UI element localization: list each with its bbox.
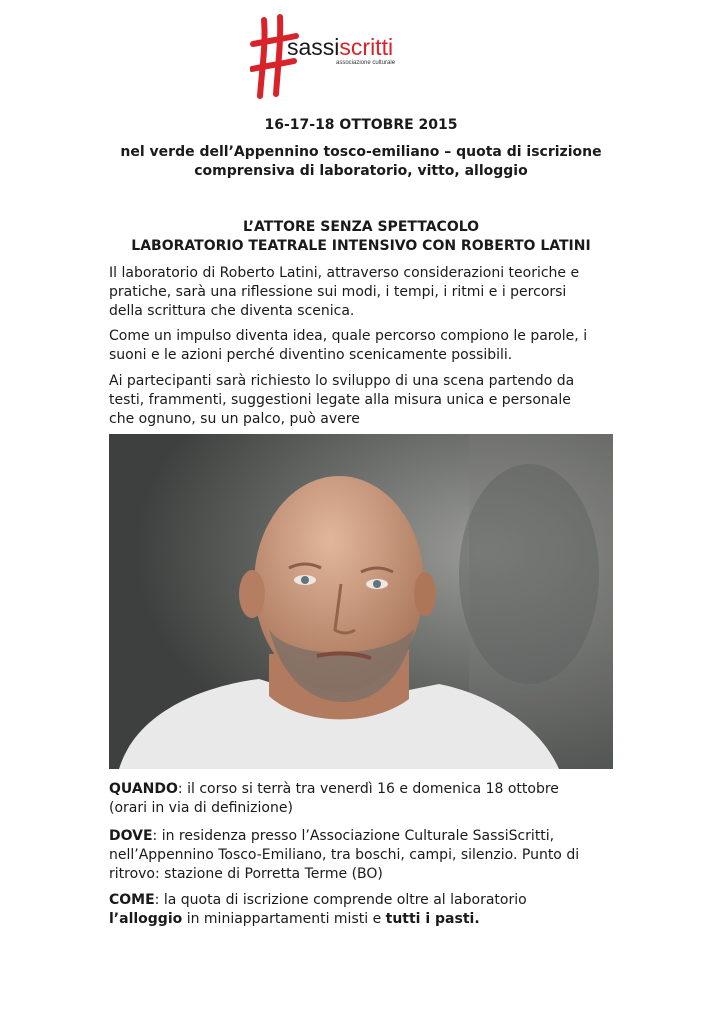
participants-paragraph: Ai partecipanti sarà richiesto lo sviluppo di una scena partendo da testi, frammenti, suggestioni legate alla misura unica e personale che ognuno, su un palco, può avere — [109, 373, 575, 427]
workshop-title: L’ATTORE SENZA SPETTACOLO — [242, 219, 480, 235]
logo-name: sassiscritti — [287, 34, 394, 60]
impulse-paragraph: Come un impulso diventa idea, quale percorso compiono le parole, i suoni e le azioni perché diventino scenicamente possibili. — [109, 328, 588, 363]
when-paragraph: QUANDO: il corso si terrà tra venerdì 16 e domenica 18 ottobre (orari in via di definizione) — [109, 781, 559, 816]
logo-subtitle: associazione culturale — [336, 60, 396, 66]
intro-paragraph: Il laboratorio di Roberto Latini, attraverso considerazioni teoriche e pratiche, sarà una riflessione sui modi, i tempi, i ritmi e i percorsi della scrittura che diventa scenica. — [109, 265, 580, 319]
sassiscritti-logo — [250, 14, 410, 100]
event-dates: 16-17-18 OTTOBRE 2015 — [264, 117, 458, 133]
how-paragraph: COME: la quota di iscrizione comprende oltre al laboratorio l’alloggio in miniappartamenti misti e tutti i pasti. — [109, 892, 527, 927]
event-subtitle-2: comprensiva di laboratorio, vitto, alloggio — [194, 163, 528, 179]
when-label: QUANDO — [109, 781, 178, 797]
portrait-photo — [109, 434, 613, 769]
event-subtitle-1: nel verde dell’Appennino tosco-emiliano – quota di iscrizione — [120, 144, 602, 160]
how-label: COME — [109, 892, 155, 908]
workshop-subtitle: LABORATORIO TEATRALE INTENSIVO CON ROBERTO LATINI — [131, 238, 591, 254]
where-label: DOVE — [109, 828, 153, 844]
where-paragraph: DOVE: in residenza presso l’Associazione Culturale SassiScritti, nell’Appennino Tosco-Emiliano, tra boschi, campi, silenzio. Punto di ritrovo: stazione di Porretta Terme (BO) — [109, 828, 580, 882]
